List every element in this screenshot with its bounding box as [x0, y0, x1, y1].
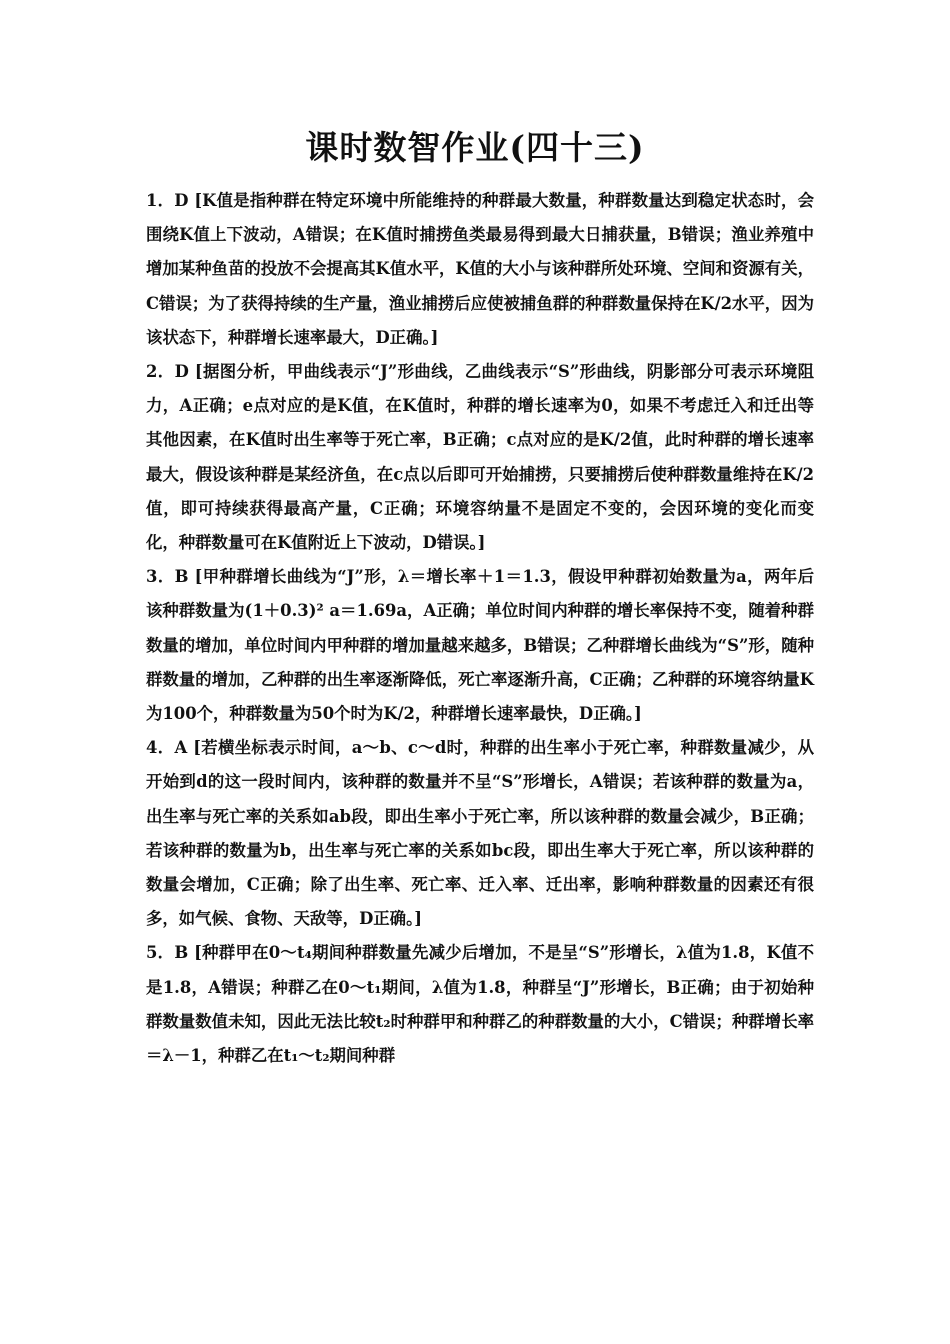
answer-number: 4．	[146, 738, 175, 758]
answer-choice: A	[174, 738, 188, 758]
answer-number: 3．	[146, 567, 175, 587]
answer-choice: D	[174, 191, 189, 210]
answer-number: 1．	[146, 191, 175, 210]
page-title: 课时数智作业(四十三)	[305, 128, 645, 167]
answer-item	[146, 936, 814, 1073]
answer-item	[146, 560, 814, 731]
answer-explanation: [据图分析，甲曲线表示“J”形曲线，乙曲线表示“S”形曲线，阴影部分可表示环境阻力，A正确；e点对应的是K值，在K值时，种群的增长速率为0，如果不考虑迁入和迁出等其他因素，在K值时出生率等于死亡率，B正确；c点对应的是K/2值，此时种群的增长速率最大，假设该种群是某经济鱼，在c点以后即可开始捕捞，只要捕捞后使种群数量维持在K/2值，即可持续获得最高产量，C正确；环境容纳量不是固定不变的，会因环境的变化而变化，种群数量可在K值附近上下波动，D错误。]	[146, 362, 815, 553]
answer-explanation: [K值是指种群在特定环境中所能维持的种群最大数量，种群数量达到稳定状态时，会围绕K值上下波动，A错误；在K值时捕捞鱼类最易得到最大日捕获量，B错误；渔业养殖中增加某种鱼苗的投放不会提高其K值水平，K值的大小与该种群所处环境、空间和资源有关，C错误；为了获得持续的生产量，渔业捕捞后应使被捕鱼群的种群数量保持在K/2水平，因为该状态下，种群增长速率最大，D正确。]	[146, 191, 814, 347]
answer-explanation: [种群甲在0～t₄期间种群数量先减少后增加，不是呈“S”形增长，λ值为1.8，K值不是1.8，A错误；种群乙在0～t₁期间，λ值为1.8，种群呈“J”形增长，B正确；由于初始种群数量数值未知，因此无法比较t₂时种群甲和种群乙的种群数量的大小，C错误；种群增长率＝λ－1，种群乙在t₁～t₂期间种群	[146, 943, 814, 1066]
answer-item	[146, 355, 814, 560]
answer-explanation: [甲种群增长曲线为“J”形，λ＝增长率＋1＝1.3，假设甲种群初始数量为a，两年后该种群数量为(1＋0.3)² a＝1.69a，A正确；单位时间内种群的增长率保持不变，随着种群数量的增加，单位时间内甲种群的增加量越来越多，B错误；乙种群增长曲线为“S”形，随种群数量的增加，乙种群的出生率逐渐降低，死亡率逐渐升高，C正确；乙种群的环境容纳量K为100个，种群数量为50个时为K/2，种群增长速率最快，D正确。]	[146, 567, 814, 724]
answer-choice: D	[174, 362, 189, 382]
answer-item	[146, 184, 814, 355]
answer-number: 5．	[146, 943, 175, 963]
answer-explanation: [若横坐标表示时间，a～b、c～d时，种群的出生率小于死亡率，种群数量减少，从开始到d的这一段时间内，该种群的数量并不呈“S”形增长，A错误；若该种群的数量为a，出生率与死亡率的关系如ab段，即出生率小于死亡率，所以该种群的数量会减少，B正确；若该种群的数量为b，出生率与死亡率的关系如bc段，即出生率大于死亡率，所以该种群的数量会增加，C正确；除了出生率、死亡率、迁入率、迁出率，影响种群数量的因素还有很多，如气候、食物、天敌等，D正确。]	[146, 738, 814, 929]
answer-choice: B	[174, 943, 189, 963]
answer-item	[146, 731, 814, 936]
answer-choice: B	[174, 567, 189, 587]
answer-number: 2．	[146, 362, 175, 382]
answer-list	[146, 184, 814, 1073]
